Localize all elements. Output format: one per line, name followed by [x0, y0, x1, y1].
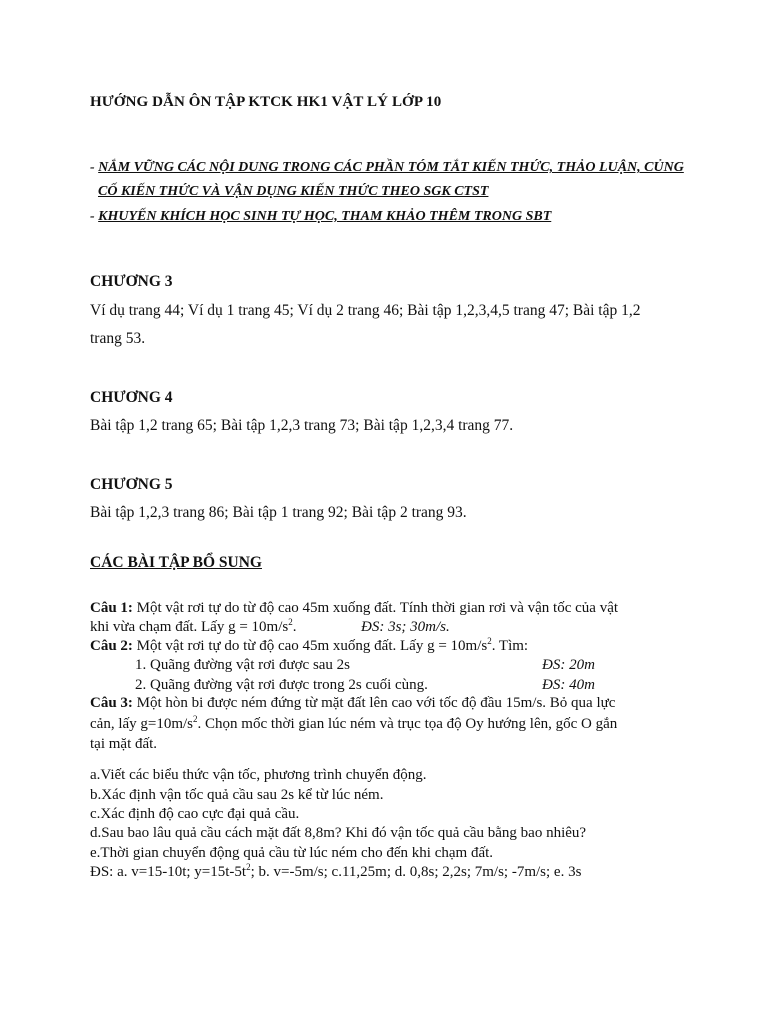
q3-line-2	[90, 716, 617, 733]
q2-item-1-answer: ĐS: 20m	[542, 657, 595, 673]
q3-label: Câu 3:	[90, 695, 133, 711]
q3-text-1: Một hòn bi được ném đứng từ mặt đất lên cao với tốc độ đầu 15m/s. Bỏ qua lực	[132, 695, 616, 711]
q3-answer-a: ĐS: a. v=15-10t; y=15t-5t	[90, 864, 247, 880]
note-1-line-2: CỐ KIẾN THỨC VÀ VẬN DỤNG KIẾN THỨC THEO SGK CTST	[98, 184, 489, 199]
q3-part-d: d.Sau bao lâu quả cầu cách mặt đất 8,8m? Khi đó vận tốc quả cầu bằng bao nhiêu?	[90, 825, 587, 841]
note-1-line-1: NẮM VỮNG CÁC NỘI DUNG TRONG CÁC PHẦN TÓM TẮT KIẾN THỨC, THẢO LUẬN, CỦNG	[98, 160, 684, 175]
q2-line-1	[90, 638, 528, 655]
chapter-5-heading: CHƯƠNG 5	[90, 476, 173, 493]
chapter-3-heading: CHƯƠNG 3	[90, 273, 173, 290]
note-1-cont	[98, 184, 488, 200]
chapter-4-line-1: Bài tập 1,2 trang 65; Bài tập 1,2,3 trang 73; Bài tập 1,2,3,4 trang 77.	[90, 417, 514, 434]
q2-label: Câu 2:	[90, 638, 133, 654]
chapter-5-line-1: Bài tập 1,2,3 trang 86; Bài tập 1 trang 92; Bài tập 2 trang 93.	[90, 504, 467, 521]
chapter-3-line-1: Ví dụ trang 44; Ví dụ 1 trang 45; Ví dụ 2 trang 46; Bài tập 1,2,3,4,5 trang 47; Bài tập 1,2	[90, 302, 641, 319]
q1-answer: ĐS: 3s; 30m/s.	[361, 619, 450, 635]
q1-text-2b: .	[292, 619, 297, 635]
chapter-3-line-2: trang 53.	[90, 330, 146, 347]
note-1	[90, 160, 684, 176]
q1-sup: 2	[288, 617, 293, 627]
q3-part-e: e.Thời gian chuyển động quả cầu từ lúc ném cho đến khi chạm đất.	[90, 845, 494, 861]
q3-sup: 2	[193, 714, 198, 724]
q2-text-a: Một vật rơi tự do từ độ cao 45m xuống đất. Lấy g = 10m/s	[132, 638, 488, 654]
note-1-dash: -	[90, 160, 99, 175]
extra-exercises-heading: CÁC BÀI TẬP BỔ SUNG	[90, 554, 262, 571]
q3-answer-sup: 2	[246, 862, 251, 872]
note-2-line: KHUYẾN KHÍCH HỌC SINH TỰ HỌC, THAM KHẢO THÊM TRONG SBT	[98, 209, 552, 224]
note-2-dash: -	[90, 209, 99, 224]
note-2	[90, 209, 551, 225]
q2-item-2: 2. Quãng đường vật rơi được trong 2s cuối cùng.	[135, 677, 428, 693]
q3-part-c: c.Xác định độ cao cực đại quả cầu.	[90, 806, 300, 822]
chapter-4-heading: CHƯƠNG 4	[90, 389, 173, 406]
q3-text-2b: . Chọn mốc thời gian lúc ném và trục tọa độ Oy hướng lên, gốc O gắn	[197, 716, 618, 732]
q3-text-2a: cản, lấy g=10m/s	[90, 716, 194, 732]
q2-sup: 2	[487, 636, 492, 646]
q2-text-b: . Tìm:	[491, 638, 529, 654]
q1-line-1	[90, 600, 618, 617]
q1-text-1: Một vật rơi tự do từ độ cao 45m xuống đất. Tính thời gian rơi và vận tốc của vật	[132, 600, 619, 616]
q1-text-2a: khi vừa chạm đất. Lấy g = 10m/s	[90, 619, 289, 635]
document-title: HƯỚNG DẪN ÔN TẬP KTCK HK1 VẬT LÝ LỚP 10	[90, 94, 442, 110]
q2-item-2-answer: ĐS: 40m	[542, 677, 595, 693]
q3-part-a: a.Viết các biểu thức vận tốc, phương trình chuyển động.	[90, 767, 427, 783]
q3-line-3: tại mặt đất.	[90, 736, 158, 752]
q2-item-1: 1. Quãng đường vật rơi được sau 2s	[135, 657, 351, 673]
q3-line-1	[90, 695, 615, 712]
q3-answer-b: ; b. v=-5m/s; c.11,25m; d. 0,8s; 2,2s; 7m/s; -7m/s; e. 3s	[250, 864, 582, 880]
q3-part-b: b.Xác định vận tốc quả cầu sau 2s kể từ lúc ném.	[90, 787, 384, 803]
q1-line-2	[90, 619, 296, 636]
q3-answer	[90, 864, 581, 881]
q1-label: Câu 1:	[90, 600, 133, 616]
